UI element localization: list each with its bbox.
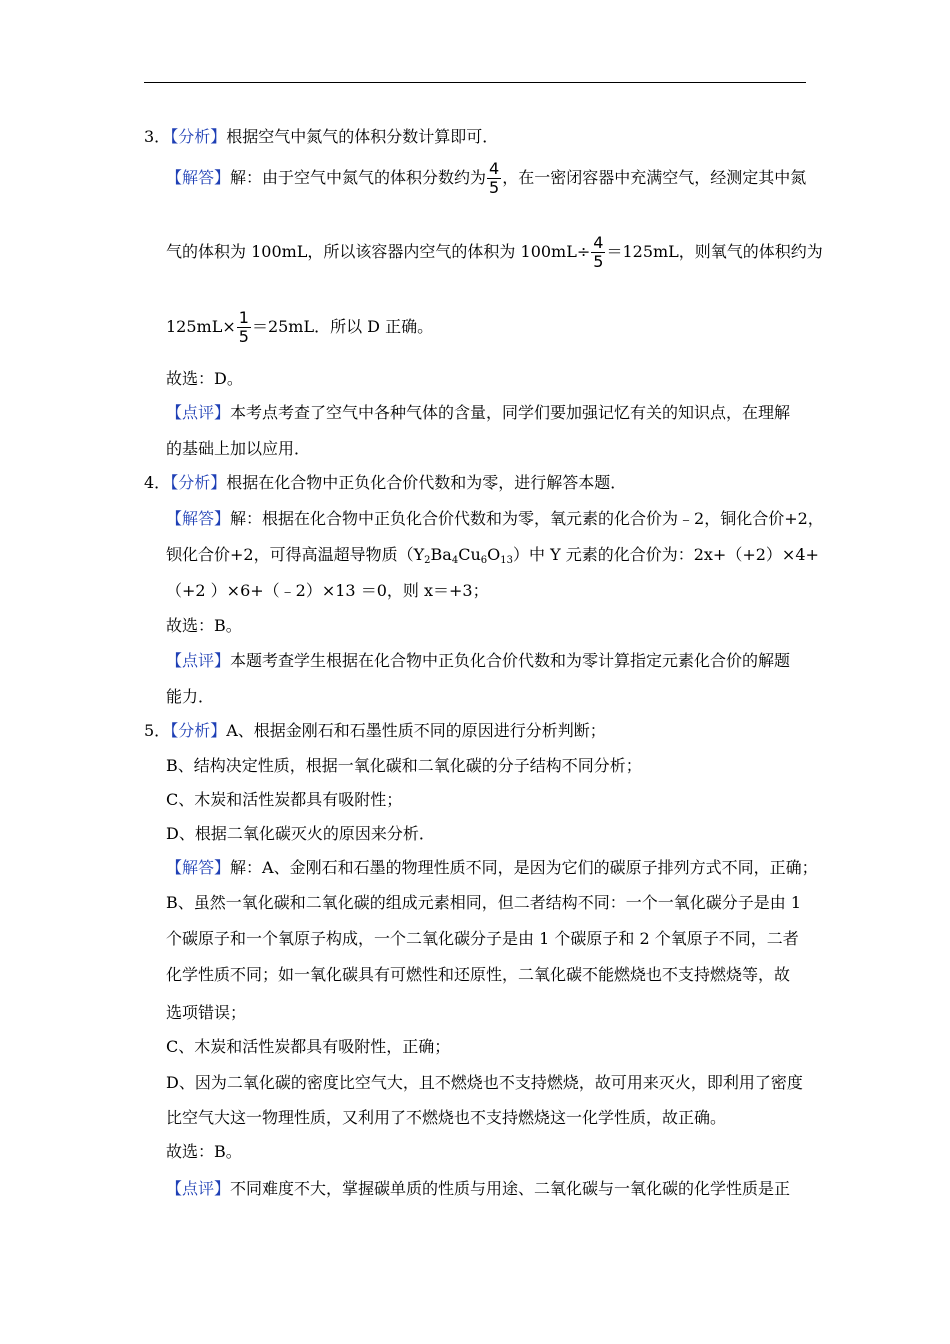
q3-answer-line-3: 125mL× $\frac{1}{5}$ ＝25mL．所以 D 正确。: [166, 308, 434, 346]
fraction-1-5: $\frac{1}{5}$: [238, 308, 249, 346]
fraction-4-5: $\frac{4}{5}$: [593, 233, 604, 271]
q5-number: 5．: [144, 721, 171, 740]
answer-tag: 【解答】: [166, 168, 231, 187]
q5-answer-b2: 个碳原子和一个氧原子构成，一个二氧化碳分子是由 1 个碳原子和 2 个氧原子不同，二者: [166, 929, 799, 948]
analysis-tag: 【分析】: [170, 473, 227, 492]
q4-comment-line-2: 能力．: [166, 687, 215, 706]
analysis-tag: 【分析】: [170, 127, 227, 146]
q5-choice: 故选：B。: [166, 1142, 242, 1161]
q4-analysis-line: 4．【分析】根据在化合物中正负化合价代数和为零，进行解答本题．: [144, 473, 627, 492]
q5-answer-d1: D、因为二氧化碳的密度比空气大，且不燃烧也不支持燃烧，故可用来灭火，即利用了密度: [166, 1073, 803, 1092]
comment-tag: 【点评】: [166, 651, 231, 670]
fraction-4-5: $\frac{4}{5}$: [489, 159, 500, 197]
q4-number: 4．: [144, 473, 171, 492]
q3-choice: 故选：D。: [166, 369, 243, 388]
q3-answer-line-1: 【解答】解：由于空气中氮气的体积分数约为 $\frac{4}{5}$ ，在一密闭容器中充满空气，经测定其中氮: [166, 159, 807, 197]
answer-tag: 【解答】: [166, 858, 231, 877]
q5-analysis-b: B、结构决定性质，根据一氧化碳和二氧化碳的分子结构不同分析；: [166, 756, 642, 775]
q5-analysis-line: 5．【分析】A、根据金刚石和石墨性质不同的原因进行分析判断；: [144, 721, 606, 740]
q5-answer-a: 【解答】解：A、金刚石和石墨的物理性质不同，是因为它们的碳原子排列方式不同，正确；: [166, 858, 818, 877]
q4-comment-line-1: 【点评】本题考查学生根据在化合物中正负化合价代数和为零计算指定元素化合价的解题: [166, 651, 791, 670]
q5-answer-c: C、木炭和活性炭都具有吸附性，正确；: [166, 1037, 451, 1056]
q4-answer-line-1: 【解答】解：根据在化合物中正负化合价代数和为零，氧元素的化合价为﹣2，铜化合价+2，: [166, 509, 824, 528]
q5-answer-d2: 比空气大这一物理性质，又利用了不燃烧也不支持燃烧这一化学性质，故正确。: [166, 1108, 727, 1127]
q5-analysis-c: C、木炭和活性炭都具有吸附性；: [166, 790, 403, 809]
comment-tag: 【点评】: [166, 403, 231, 422]
q3-analysis-line: 3．【分析】根据空气中氮气的体积分数计算即可．: [144, 127, 499, 146]
answer-tag: 【解答】: [166, 509, 231, 528]
q3-answer-line-2: 气的体积为 100mL，所以该容器内空气的体积为 100mL÷ $\frac{4}{5}$ ＝125mL，则氧气的体积约为: [166, 233, 823, 271]
analysis-tag: 【分析】: [170, 721, 227, 740]
q5-answer-b3: 化学性质不同；如一氧化碳具有可燃性和还原性，二氧化碳不能燃烧也不支持燃烧等，故: [166, 965, 791, 984]
q4-answer-line-2: 钡化合价+2，可得高温超导物质$(Y_2Ba_4Cu_6O_{13})$中 Y 元素的化合价为：2x+（+2）×4+: [166, 545, 819, 566]
q3-number: 3．: [144, 127, 171, 146]
q4-choice: 故选：B。: [166, 616, 242, 635]
q5-analysis-d: D、根据二氧化碳灭火的原因来分析．: [166, 824, 435, 843]
q3-comment-line-1: 【点评】本考点考查了空气中各种气体的含量，同学们要加强记忆有关的知识点，在理解: [166, 403, 791, 422]
comment-tag: 【点评】: [166, 1179, 231, 1198]
q5-answer-b4: 选项错误；: [166, 1003, 247, 1022]
q3-comment-line-2: 的基础上加以应用．: [166, 439, 311, 458]
q5-comment-line-1: 【点评】不同难度不大，掌握碳单质的性质与用途、二氧化碳与一氧化碳的化学性质是正: [166, 1179, 791, 1198]
q5-answer-b1: B、虽然一氧化碳和二氧化碳的组成元素相同，但二者结构不同：一个一氧化碳分子是由 1: [166, 893, 802, 912]
header-rule: [144, 82, 806, 83]
q4-answer-line-3: （+2 ）×6+（﹣2）×13 ＝0，则 x＝+3；: [166, 581, 489, 600]
